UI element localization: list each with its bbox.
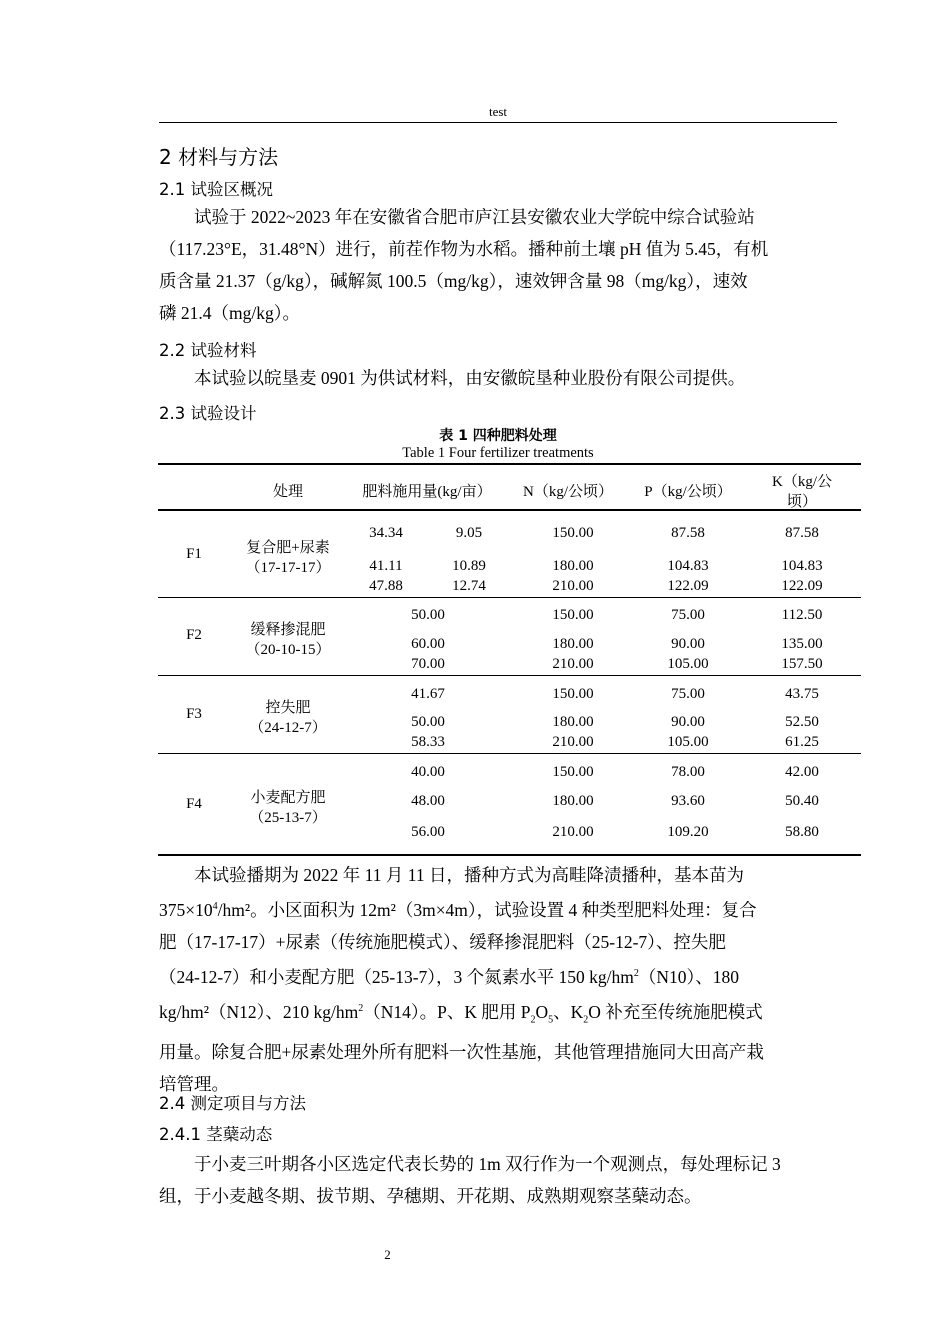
table-cell: 60.00: [411, 636, 445, 652]
table-cell: 50.00: [411, 607, 445, 623]
table-cell: 150.00: [552, 525, 594, 541]
group-id: F1: [186, 546, 202, 562]
header-n: N（kg/公顷）: [522, 484, 614, 500]
table-cell: 10.89: [452, 558, 486, 574]
header-fert-amount: 肥料施用量(kg/亩）: [362, 484, 492, 500]
table-cell: 210.00: [552, 578, 594, 594]
header-p: P（kg/公顷）: [644, 484, 732, 500]
group-id: F3: [186, 706, 202, 722]
group-formula: （24-12-7）: [249, 720, 327, 736]
group-formula: （20-10-15）: [245, 642, 331, 658]
table-cell: 58.33: [411, 734, 445, 750]
table-cell: 41.11: [369, 558, 403, 574]
group-rule: [158, 753, 861, 754]
group-formula: （25-13-7）: [249, 810, 327, 826]
group-id: F2: [186, 627, 202, 643]
table-cell: 122.09: [667, 578, 709, 594]
header-treatment: 处理: [272, 484, 304, 500]
table-cell: 58.80: [785, 824, 819, 840]
table-cell: 112.50: [781, 607, 823, 623]
table-cell: 180.00: [552, 714, 594, 730]
table-cell: 87.58: [671, 525, 705, 541]
table-cell: 180.00: [552, 636, 594, 652]
group-name: 复合肥+尿素: [246, 540, 330, 556]
table-cell: 75.00: [671, 607, 705, 623]
table-cell: 61.25: [785, 734, 819, 750]
table-cell: 210.00: [552, 824, 594, 840]
paragraph-material: [159, 362, 837, 394]
para-line: 磷 21.4（mg/kg）。: [159, 303, 300, 323]
para-line: （24-12-7）和小麦配方肥（25-13-7），3 个氮素水平 150 $kg/hm^2(N10)$、180: [159, 966, 740, 987]
page-number: 2: [384, 1247, 391, 1262]
table-cell: 40.00: [411, 764, 445, 780]
paragraph-design: [159, 859, 837, 1100]
subsection-2-1-heading: 2.1 试验区概况: [159, 180, 273, 199]
table-cell: 75.00: [671, 686, 705, 702]
table-cell: 104.83: [781, 558, 823, 574]
table-bottom-rule: [158, 854, 861, 856]
table-cell: 150.00: [552, 686, 594, 702]
section-heading: 2 材料与方法: [159, 145, 279, 169]
table-cell: 48.00: [411, 793, 445, 809]
table-cell: 43.75: [785, 686, 819, 702]
header-k-unit: 顷）: [786, 494, 818, 510]
table-cell: 135.00: [781, 636, 823, 652]
para-line: 肥（17-17-17）+尿素（传统施肥模式）、缓释掺混肥料（25-12-7）、控失肥: [159, 931, 726, 952]
para-line: 本试验播期为 2022 年 11 月 11 日，播种方式为高畦降渍播种，基本苗为: [194, 865, 744, 885]
table-top-rule: [158, 463, 861, 465]
table-caption-cn: 表 1 四种肥料处理: [439, 428, 557, 444]
table-cell: 180.00: [552, 793, 594, 809]
group-formula: （17-17-17）: [245, 560, 331, 576]
table-cell: 150.00: [552, 764, 594, 780]
group-name: 缓释掺混肥: [250, 622, 326, 638]
table-cell: 56.00: [411, 824, 445, 840]
table-cell: 105.00: [667, 734, 709, 750]
table-cell: 47.88: [369, 578, 403, 594]
table-cell: 90.00: [671, 636, 705, 652]
group-name: 小麦配方肥: [250, 790, 326, 806]
table-cell: 50.40: [785, 793, 819, 809]
table-cell: 52.50: [785, 714, 819, 730]
paragraph-site: [159, 201, 837, 329]
para-line: 用量。除复合肥+尿素处理外所有肥料一次性基施，其他管理措施同大田高产栽: [159, 1041, 764, 1062]
paragraph-tiller: [159, 1148, 837, 1212]
table-cell: 180.00: [552, 558, 594, 574]
table-cell: 122.09: [781, 578, 823, 594]
header-rule: [159, 122, 837, 123]
table-cell: 210.00: [552, 734, 594, 750]
group-id: F4: [186, 796, 202, 812]
table-cell: 210.00: [552, 656, 594, 672]
group-name: 控失肥: [265, 700, 311, 716]
para-line: kg/hm²（N12）、210 $kg/hm^2(N14)$。P、K 肥用 $P_2O_5$、$K_2O$ 补充至传统施肥模式: [159, 1001, 763, 1025]
table-cell: 78.00: [671, 764, 705, 780]
header-rule: [158, 509, 861, 511]
table-cell: 87.58: [785, 525, 819, 541]
table-cell: 150.00: [552, 607, 594, 623]
para-line: 组，于小麦越冬期、拔节期、孕穗期、开花期、成熟期观察茎蘖动态。: [159, 1186, 702, 1206]
table-cell: 50.00: [411, 714, 445, 730]
para-line: （117.23°E，31.48°N）进行，前茬作物为水稻。播种前土壤 pH 值为 5.45，有机: [159, 239, 769, 259]
subsection-2-3-heading: 2.3 试验设计: [159, 404, 257, 423]
table-cell: 34.34: [369, 525, 403, 541]
group-rule: [158, 675, 861, 676]
table-cell: 41.67: [411, 686, 445, 702]
group-rule: [158, 597, 861, 598]
table-cell: 12.74: [452, 578, 486, 594]
running-header: test: [488, 104, 508, 119]
table-cell: 70.00: [411, 656, 445, 672]
para-line: 培管理。: [159, 1073, 229, 1094]
para-line: $375\times 10^4$/hm²。小区面积为 12m²（3m×4m），试验设置 4 种类型肥料处理：复合: [159, 899, 757, 920]
table-cell: 90.00: [671, 714, 705, 730]
para-line: 质含量 21.37（g/kg），碱解氮 100.5（mg/kg），速效钾含量 98（mg/kg），速效: [159, 271, 748, 291]
table-cell: 157.50: [781, 656, 823, 672]
table-caption-en: Table 1 Four fertilizer treatments: [402, 445, 594, 461]
table-cell: 93.60: [671, 793, 705, 809]
para-line: 于小麦三叶期各小区选定代表长势的 1m 双行作为一个观测点，每处理标记 3: [194, 1154, 781, 1174]
table-cell: 42.00: [785, 764, 819, 780]
subsection-2-2-heading: 2.2 试验材料: [159, 341, 257, 360]
para-line: 本试验以皖垦麦 0901 为供试材料，由安徽皖垦种业股份有限公司提供。: [194, 368, 746, 388]
subsection-2-4-heading: 2.4 测定项目与方法: [159, 1094, 306, 1113]
table-cell: 9.05: [455, 525, 483, 541]
subsection-2-4-1-heading: 2.4.1 茎蘖动态: [159, 1125, 273, 1144]
table-cell: 109.20: [667, 824, 709, 840]
para-line: 试验于 2022~2023 年在安徽省合肥市庐江县安徽农业大学皖中综合试验站: [194, 207, 755, 227]
table-cell: 105.00: [667, 656, 709, 672]
header-k: K（kg/公: [771, 474, 833, 490]
table-cell: 104.83: [667, 558, 709, 574]
